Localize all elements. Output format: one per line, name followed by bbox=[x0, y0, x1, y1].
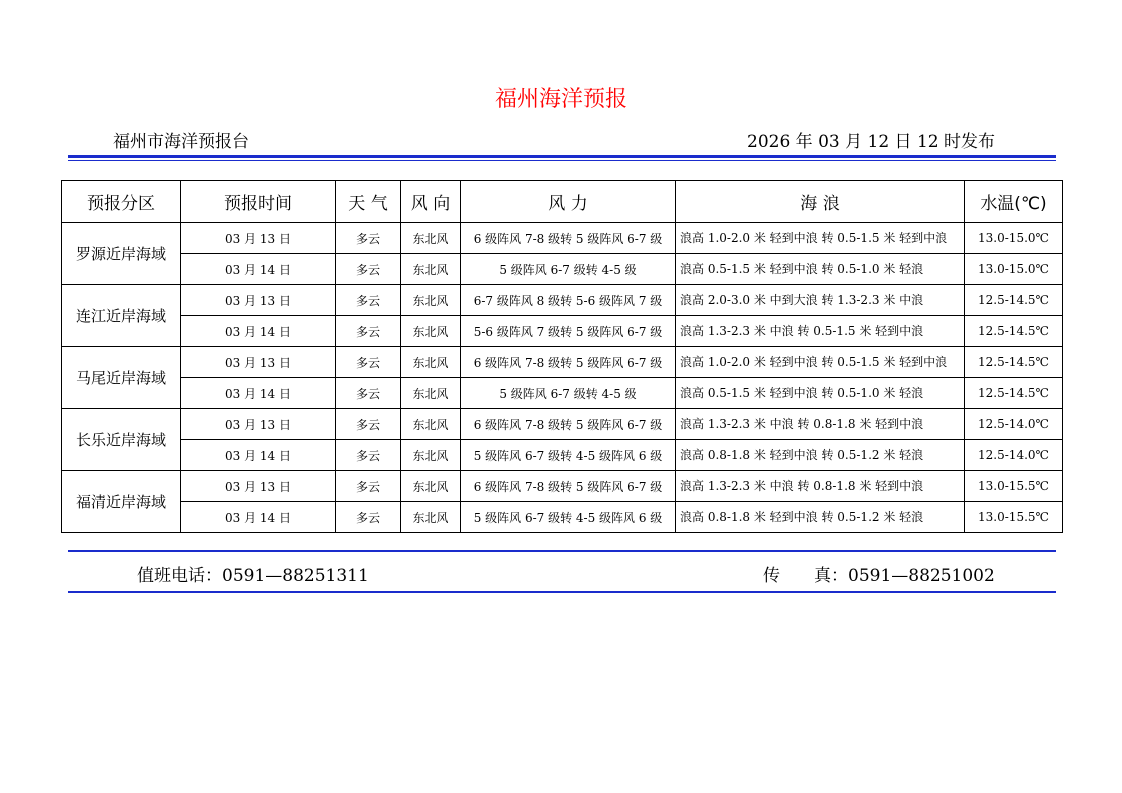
weather-cell: 多云 bbox=[336, 440, 401, 471]
weather-cell: 多云 bbox=[336, 409, 401, 440]
forecast-date: 03 月 14 日 bbox=[181, 502, 336, 533]
table-row bbox=[62, 347, 1063, 378]
forecast-table bbox=[61, 180, 1063, 533]
header-time: 预报时间 bbox=[181, 181, 336, 223]
table-row bbox=[62, 409, 1063, 440]
wind-force-cell: 5 级阵风 6-7 级转 4-5 级 bbox=[461, 378, 676, 409]
weather-cell: 多云 bbox=[336, 471, 401, 502]
region-name: 长乐近岸海域 bbox=[62, 409, 181, 471]
wave-cell: 浪高 0.5-1.5 米 轻到中浪 转 0.5-1.0 米 轻浪 bbox=[676, 254, 965, 285]
water-temp-cell: 12.5-14.5℃ bbox=[965, 378, 1063, 409]
issuer-label: 福州市海洋预报台 bbox=[113, 132, 249, 152]
wave-cell: 浪高 2.0-3.0 米 中到大浪 转 1.3-2.3 米 中浪 bbox=[676, 285, 965, 316]
page-title: 福州海洋预报 bbox=[494, 87, 627, 112]
wave-cell: 浪高 1.3-2.3 米 中浪 转 0.5-1.5 米 轻到中浪 bbox=[676, 316, 965, 347]
header-wave: 海 浪 bbox=[676, 181, 965, 223]
forecast-date: 03 月 13 日 bbox=[181, 409, 336, 440]
weather-cell: 多云 bbox=[336, 347, 401, 378]
water-temp-cell: 12.5-14.5℃ bbox=[965, 285, 1063, 316]
header-water-temp: 水温(℃) bbox=[965, 181, 1063, 223]
header-weather: 天 气 bbox=[336, 181, 401, 223]
wind-direction-cell: 东北风 bbox=[401, 316, 461, 347]
water-temp-cell: 12.5-14.0℃ bbox=[965, 440, 1063, 471]
wave-cell: 浪高 0.5-1.5 米 轻到中浪 转 0.5-1.0 米 轻浪 bbox=[676, 378, 965, 409]
wind-force-cell: 6 级阵风 7-8 级转 5 级阵风 6-7 级 bbox=[461, 223, 676, 254]
weather-cell: 多云 bbox=[336, 378, 401, 409]
wind-direction-cell: 东北风 bbox=[401, 347, 461, 378]
forecast-date: 03 月 13 日 bbox=[181, 471, 336, 502]
forecast-date: 03 月 14 日 bbox=[181, 254, 336, 285]
issue-time: 2026 年 03 月 12 日 12 时发布 bbox=[747, 132, 995, 152]
wind-direction-cell: 东北风 bbox=[401, 502, 461, 533]
duty-phone: 值班电话：0591—88251311 bbox=[137, 566, 369, 586]
region-name: 连江近岸海域 bbox=[62, 285, 181, 347]
wind-direction-cell: 东北风 bbox=[401, 254, 461, 285]
table-row bbox=[62, 440, 1063, 471]
forecast-date: 03 月 13 日 bbox=[181, 285, 336, 316]
region-name: 罗源近岸海域 bbox=[62, 223, 181, 285]
weather-cell: 多云 bbox=[336, 502, 401, 533]
weather-cell: 多云 bbox=[336, 223, 401, 254]
wave-cell: 浪高 1.0-2.0 米 轻到中浪 转 0.5-1.5 米 轻到中浪 bbox=[676, 223, 965, 254]
wind-force-cell: 5 级阵风 6-7 级转 4-5 级阵风 6 级 bbox=[461, 440, 676, 471]
table-row bbox=[62, 254, 1063, 285]
water-temp-cell: 12.5-14.0℃ bbox=[965, 409, 1063, 440]
forecast-date: 03 月 13 日 bbox=[181, 223, 336, 254]
forecast-date: 03 月 14 日 bbox=[181, 316, 336, 347]
wind-direction-cell: 东北风 bbox=[401, 471, 461, 502]
wave-cell: 浪高 1.3-2.3 米 中浪 转 0.8-1.8 米 轻到中浪 bbox=[676, 471, 965, 502]
wind-direction-cell: 东北风 bbox=[401, 223, 461, 254]
wind-force-cell: 6 级阵风 7-8 级转 5 级阵风 6-7 级 bbox=[461, 409, 676, 440]
wind-force-cell: 5 级阵风 6-7 级转 4-5 级 bbox=[461, 254, 676, 285]
wave-cell: 浪高 1.3-2.3 米 中浪 转 0.8-1.8 米 轻到中浪 bbox=[676, 409, 965, 440]
weather-cell: 多云 bbox=[336, 254, 401, 285]
wind-force-cell: 6 级阵风 7-8 级转 5 级阵风 6-7 级 bbox=[461, 471, 676, 502]
table-row bbox=[62, 378, 1063, 409]
weather-cell: 多云 bbox=[336, 316, 401, 347]
wave-cell: 浪高 0.8-1.8 米 轻到中浪 转 0.5-1.2 米 轻浪 bbox=[676, 440, 965, 471]
footer-divider-bottom bbox=[68, 591, 1056, 593]
water-temp-cell: 13.0-15.0℃ bbox=[965, 254, 1063, 285]
footer-divider-top bbox=[68, 550, 1056, 552]
table-row bbox=[62, 316, 1063, 347]
header-divider-thin bbox=[68, 160, 1056, 161]
forecast-date: 03 月 14 日 bbox=[181, 378, 336, 409]
fax-number: 传 真：0591—88251002 bbox=[763, 566, 995, 586]
header-wind-force: 风 力 bbox=[461, 181, 676, 223]
wave-cell: 浪高 0.8-1.8 米 轻到中浪 转 0.5-1.2 米 轻浪 bbox=[676, 502, 965, 533]
wind-force-cell: 6-7 级阵风 8 级转 5-6 级阵风 7 级 bbox=[461, 285, 676, 316]
wave-cell: 浪高 1.0-2.0 米 轻到中浪 转 0.5-1.5 米 轻到中浪 bbox=[676, 347, 965, 378]
wind-direction-cell: 东北风 bbox=[401, 440, 461, 471]
water-temp-cell: 13.0-15.0℃ bbox=[965, 223, 1063, 254]
table-row bbox=[62, 471, 1063, 502]
table-header-row bbox=[62, 181, 1063, 223]
table-row bbox=[62, 502, 1063, 533]
water-temp-cell: 12.5-14.5℃ bbox=[965, 347, 1063, 378]
wind-force-cell: 5 级阵风 6-7 级转 4-5 级阵风 6 级 bbox=[461, 502, 676, 533]
table-row bbox=[62, 223, 1063, 254]
forecast-date: 03 月 13 日 bbox=[181, 347, 336, 378]
water-temp-cell: 13.0-15.5℃ bbox=[965, 471, 1063, 502]
wind-direction-cell: 东北风 bbox=[401, 409, 461, 440]
header-divider-thick bbox=[68, 155, 1056, 158]
wind-direction-cell: 东北风 bbox=[401, 378, 461, 409]
water-temp-cell: 13.0-15.5℃ bbox=[965, 502, 1063, 533]
water-temp-cell: 12.5-14.5℃ bbox=[965, 316, 1063, 347]
weather-cell: 多云 bbox=[336, 285, 401, 316]
wind-force-cell: 6 级阵风 7-8 级转 5 级阵风 6-7 级 bbox=[461, 347, 676, 378]
region-name: 马尾近岸海域 bbox=[62, 347, 181, 409]
region-name: 福清近岸海域 bbox=[62, 471, 181, 533]
header-wind-direction: 风 向 bbox=[401, 181, 461, 223]
forecast-date: 03 月 14 日 bbox=[181, 440, 336, 471]
header-region: 预报分区 bbox=[62, 181, 181, 223]
wind-force-cell: 5-6 级阵风 7 级转 5 级阵风 6-7 级 bbox=[461, 316, 676, 347]
table-row bbox=[62, 285, 1063, 316]
wind-direction-cell: 东北风 bbox=[401, 285, 461, 316]
